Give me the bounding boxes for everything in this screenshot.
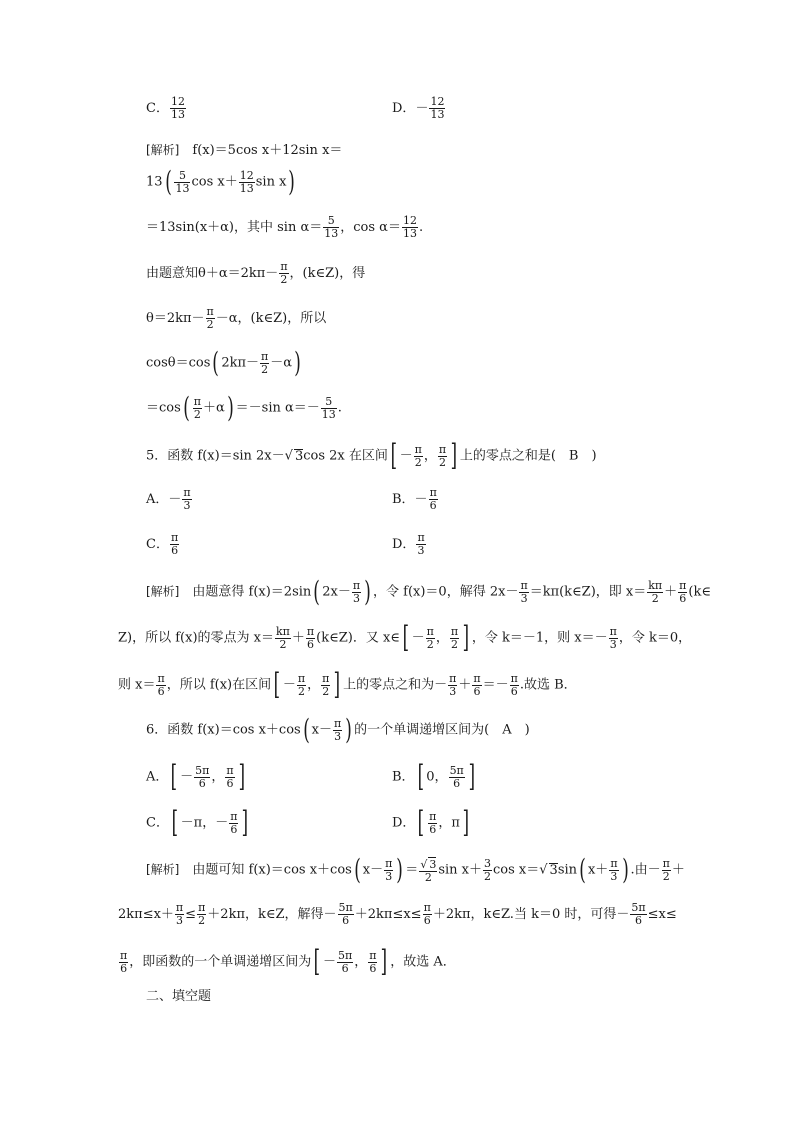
section-heading: 二、填空题 xyxy=(146,989,212,1004)
q5-solution-line-1: [解析] 由题意得 f(x)＝2sin( 2x－ $\frac{\pi}{3}$ ) ，令 f(x)＝0，解得 2x－ $\frac{\pi}{3}$ ＝kπ(k∈Z)，即 x＝ $\frac{k\pi}{2}$ ＋ $\frac{\pi}{6}$ (k∈ xyxy=(146,575,711,608)
q4-solution-line-7: ＝cos( $\frac{\pi}{2}$ ＋α) ＝－sin α＝－ $\frac{5}{13}$ . xyxy=(146,391,342,424)
q6-option-c: C．[ －π，－ $\frac{\pi}{6}$ ] xyxy=(146,805,249,840)
q6-solution-line-2: 2kπ≤x＋ $\frac{\pi}{3}$ ≤ $\frac{\pi}{2}$ ＋2kπ，k∈Z，解得－ $\frac{5\pi}{6}$ ＋2kπ≤x≤ $\frac{\pi}{6}$ ＋2kπ，k∈Z.当 k＝0 时，可得－ $\frac{5\pi}{6}$ ≤x≤ xyxy=(118,901,677,927)
q5-option-c: C． $\frac{\pi}{6}$ xyxy=(146,531,179,557)
solution-tag: [解析] xyxy=(146,584,180,599)
q5-option-d: D． $\frac{\pi}{3}$ xyxy=(392,531,425,557)
q6-stem: 6．函数 f(x)＝cos x＋cos( x－ $\frac{\pi}{3}$ ) 的一个单调递增区间为( A ) xyxy=(146,713,530,746)
q6-option-b: B．[ 0， $\frac{5\pi}{6}$ ] xyxy=(392,759,475,794)
q6-option-a: A．[ － $\frac{5\pi}{6}$ ， $\frac{\pi}{6}$ ] xyxy=(146,759,245,794)
q5-solution-line-2: Z)，所以 f(x)的零点为 x＝ $\frac{k\pi}{2}$ ＋ $\frac{\pi}{6}$ (k∈Z)．又 x∈[ － $\frac{\pi}{2}$ ， $\frac{\pi}{2}$ ] ，令 k＝－1，则 x＝－ $\frac{\pi}{3}$ ，令 k＝0， xyxy=(118,620,692,655)
q4-solution-line-3: ＝13sin(x＋α)，其中 sin α＝ $\frac{5}{13}$ ，cos α＝ $\frac{12}{13}$ . xyxy=(146,214,424,240)
q6-option-d: D．[ $\frac{\pi}{6}$ ，π] xyxy=(392,805,470,840)
q4-solution-line-5: θ＝2kπ－ $\frac{\pi}{2}$ －α，(k∈Z)，所以 xyxy=(146,305,327,331)
q6-solution-line-1: [解析] 由题可知 f(x)＝cos x＋cos( x－ $\frac{\pi}{3}$ ) ＝ $\frac{√ 3}{2}$ sin x＋ $\frac{3}{2}$ cos x＝√ 3sin( x＋ $\frac{\pi}{3}$ ) .由－ $\frac{\pi}{2}$ ＋ xyxy=(146,853,685,886)
q5-stem: 5．函数 f(x)＝sin 2x－√ 3cos 2x 在区间[ － $\frac{\pi}{2}$ ， $\frac{\pi}{2}$ ] 上的零点之和是( B ) xyxy=(146,438,597,473)
q5-option-b: B．－ $\frac{\pi}{6}$ xyxy=(392,486,437,512)
q5-solution-line-3: 则 x＝ $\frac{\pi}{6}$ ，所以 f(x)在区间[ － $\frac{\pi}{2}$ ， $\frac{\pi}{2}$ ] 上的零点之和为－ $\frac{\pi}{3}$ ＋ $\frac{\pi}{6}$ ＝－ $\frac{\pi}{6}$ .故选 B． xyxy=(118,667,577,702)
q4-solution-line-1: [解析] f(x)＝5cos x＋12sin x＝ xyxy=(146,143,343,158)
q4-option-c: C． $\frac{12}{13}$ xyxy=(146,95,185,121)
q5-option-a: A．－ $\frac{\pi}{3}$ xyxy=(146,486,191,512)
q6-solution-line-3: $\frac{\pi}{6}$ ，即函数的一个单调递增区间为[ － $\frac{5\pi}{6}$ ， $\frac{\pi}{6}$ ] ，故选 A． xyxy=(120,944,456,979)
q4-solution-line-6: cosθ＝cos( 2kπ－ $\frac{\pi}{2}$ －α) xyxy=(146,346,301,379)
solution-tag: [解析] xyxy=(146,143,180,157)
q4-solution-line-2: 13( $\frac{5}{13}$ cos x＋ $\frac{12}{13}$ sin x) xyxy=(146,165,296,198)
solution-tag: [解析] xyxy=(146,862,180,877)
q4-solution-line-4: 由题意知θ＋α＝2kπ－ $\frac{\pi}{2}$ ，(k∈Z)，得 xyxy=(146,260,366,286)
q4-option-d: D．－ $\frac{12}{13}$ xyxy=(392,95,445,121)
